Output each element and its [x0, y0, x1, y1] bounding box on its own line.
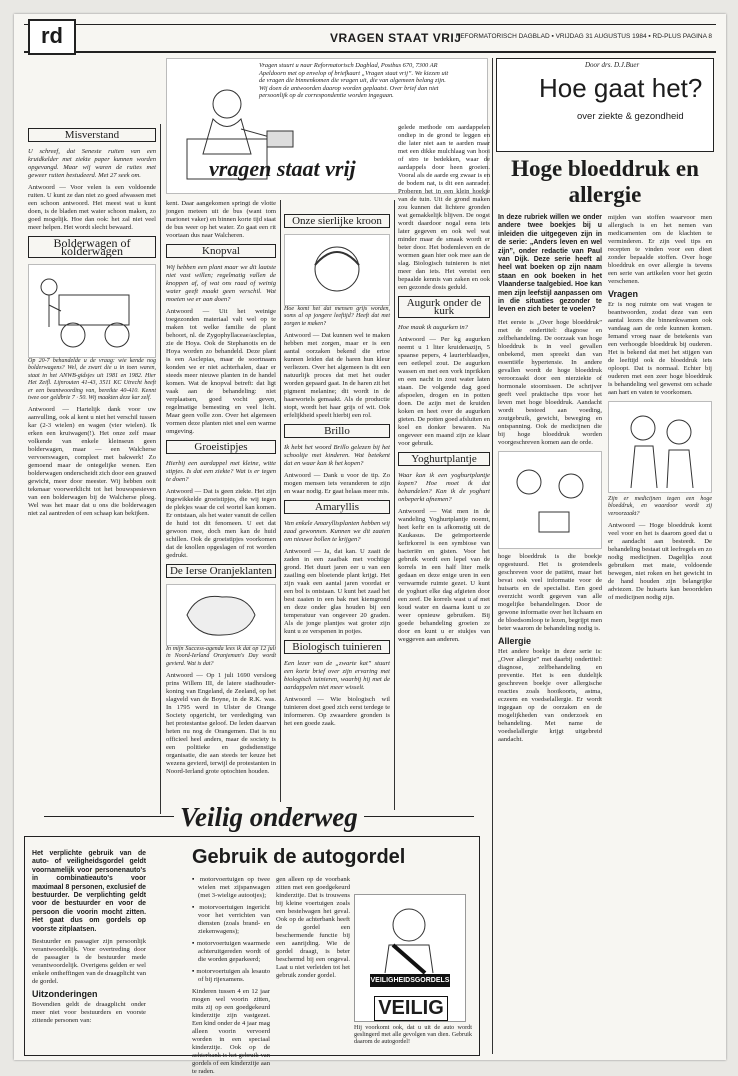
section-rule	[492, 58, 493, 1054]
antwoord-health-right: Antwoord — Hoge bloeddruk komt veel voor en het is daarom goed dat u er aandacht aan besteedt. De behandeling bestaat uit leefregels en zo nodig medicijnen. Dagelijks zout gebruiken met mate, voldoende bewegen, niet roken en het gewicht in de hand houden zijn belangrijke adviezen. De huisarts kan beoordelen of medicijnen nodig zijn.	[608, 522, 712, 602]
hoe-gaat-het-subtitle: over ziekte & gezondheid	[577, 111, 684, 122]
masthead-meta: REFORMATORISCH DAGBLAD ▪ VRIJDAG 31 AUGUSTUS 1984 ▪ RD-PLUS PAGINA 8	[455, 33, 712, 40]
vragen-text: Er is nog ruimte om wat vragen te beantwoorden, zodat deze van een aantal lezers die binnenkwamen ook vandaag aan de orde kunnen komen. Iemand vroeg naar de betekenis van een verhoogde bloeddruk bij ouderen. Het is bekend dat met het stijgen van de leeftijd ook de bloeddruk iets oploopt. Dat is normaal. Echter bij ouderen met een zeer hoge bloeddruk is behandeling wel gewenst om schade aan hart en vaten te voorkomen.	[608, 301, 712, 396]
heading-vragen: Vragen	[608, 289, 639, 299]
head-illustration	[285, 235, 389, 303]
health-body-1: Het eerste is „Over hoge bloeddruk” met de ondertitel: diagnose en zelfbehandeling. De oorzaak van hoge bloeddruk is in veel gevallen onbekend, men spreekt dan van essentiële hypertensie. In andere gevallen wordt de hoge bloeddruk veroorzaakt door een nierziekte of hormonale stoornissen. De schrijver geeft veel praktische tips voor het leven met hoge bloeddruk. Aandacht wordt besteed aan voeding, zoutgebruik, gewicht, beweging en ontspanning. Ook de medicijnen die bij hoge bloeddruk worden voorgeschreven komen aan de orde.	[498, 318, 602, 446]
hoe-gaat-het-header	[496, 58, 714, 152]
autogordel-lead: Het verplichte gebruik van de auto- of veiligheidsgordel geldt voornamelijk voor personenauto's in combinatieauto's voor maximaal 8 personen, exclusief de bestuurder. De verplichting geldt voor de bestuurder en voor de persoon die voorin mocht zitten. Het gaat dus om gordels op voorste zitplaatsen.	[32, 850, 146, 933]
question-yoghurtplantje: Waar kan ik een yoghurtplantje kopen? Hoe moet ik dat behandelen? Kan ik de yoghurt onbeperkt afnemen?	[398, 472, 490, 503]
question-knopval: Wij hebben een plant maar we dit laatste niet vast willen; regelmatig vallen de knoppen af, of wat ons raad of weinig water geeft maakt geen verschil. Wat moeten we er aan doen?	[166, 264, 276, 303]
heading-sierlijke-kroon: Onze sierlijke kroon	[284, 214, 390, 228]
autogordel-body-1: Bestuurder en passagier zijn persoonlijk verantwoordelijk. Voor overtreding door de passagier is de bestuurder mede verantwoordelijk. Overigens gelden er wel enkele ontheffingen van de draagplicht van de gordel.	[32, 938, 146, 986]
heading-groeistipjes: Groeistipjes	[166, 440, 276, 454]
answer-biologisch: Antwoord — Wie biologisch wil tuinieren doet goed zich eerst terdege te informeren. Op zwaardere gronden is het een goede zaak.	[284, 696, 390, 728]
column-4	[398, 124, 490, 814]
column-2	[166, 200, 276, 810]
health-column-1	[498, 214, 602, 1052]
uitzonderingen-text: Bovendien geldt de draagplicht onder meer niet voor bestuurders en voorste zittende personen van:	[32, 1001, 146, 1025]
heading-biologisch: Biologisch tuinieren	[284, 640, 390, 654]
heading-knopval: Knopval	[166, 244, 276, 258]
ireland-map-illustration	[167, 585, 275, 643]
answer-knopval: Antwoord — Uit het weinige toegezonden materiaal valt wel op te maken tot welke familie de plant behoort, nl. de Zygophyllaceae/asclepias, zie de Hoya. Ook de Stephanotis en de Hoya worden zo behandeld. Deze plant is een Asclepias, maar de soortnaam konden we er niet achterhalen, daar er steeds meer nieuwe planten in de handel komen. Wat de knopval betreft: dat ligt vaak aan de behandeling: niet verplaatsen, goed vocht geven, regelmatige bemesting en veel licht. Maar geen volle zon. Over het algemeen vormen deze planten niet snel een warme omgeving.	[166, 308, 276, 435]
hoe-gaat-het-title: Hoe gaat het?	[539, 73, 703, 103]
allergie-text: Het andere boekje in deze serie is: „Over allergie” met daarbij ondertitel: diagnose, zelfbehandeling en preventie. Het is een duidelijk geschreven boekje over allergische reacties zoals hooikoorts, astma, eczeem en voedselallergie. Er wordt ingegaan op de oorzaken en de mogelijkheden van onderzoek en behandeling. Met name de voedselallergie krijgt uitgebreid aandacht.	[498, 647, 602, 743]
veilig-onderweg-banner: Veilig onderweg	[174, 802, 364, 833]
autogordel-column-3	[276, 876, 350, 1050]
bullet-item: ▪ motorvoertuigen als lesauto of bij rijexamens.	[192, 968, 270, 983]
masthead	[24, 24, 716, 53]
tuinieren-continued: gelede methode om aardappelen ondiep in de grond te leggen en die later niet aan te aarden maar met een dikke mulchlaag van hooi of stro te bedekken, waar de aardappels door heen groeien. Vooral als de aarde erg zwaar is en de bodem nat, is dit een aanrader. Proberen het in een klein hoekje van de tuin. Uit de grond maken zou kunnen dat lichtere gronden wat gemakkelijk blijven. De oogst wordt daardoor nogal eens iets later gegeven en ook wel wat minder maar de smaak wordt er beter door. Het bodemleven en de wormen gaan hier ook mee aan de slag. Biologisch tuinieren is niet meer dan iets. Het vereist een bepaalde kennis van zaken en ook een gezonde dosis geduld.	[398, 124, 490, 291]
doctor-patient-drawing	[608, 401, 712, 493]
bullet-item: ▪ motorvoertuigen waarmede achteruitgereden wordt of die worden geparkeerd;	[192, 940, 270, 963]
vragen-staat-vrij-banner: vragen staat vrij	[209, 156, 356, 181]
autogordel-body-2: Kinderen tussen 4 en 12 jaar mogen wel voorin zitten, mits zij op een goedgekeurd kinderzitje zijn vastgezet. Een kind onder de 4 jaar mag alleen voorin vervoerd worden in een speciaal kinderzitje. Ook op de achterbank is het gebruik van gordels of een kinderzitje aan te raden.	[192, 988, 270, 1075]
column-rule	[160, 124, 161, 814]
heading-allergie: Allergie	[498, 635, 532, 646]
question-brillo: Ik hebt het woord Brillo gelezen bij het schooltje met kinderen. Wat betekent dat en waar kan ik het kopen?	[284, 444, 390, 468]
heading-brillo: Brillo	[284, 424, 390, 438]
health-lead: In deze rubriek willen we onder andere twee boekjes bij u inleiden die uitgegeven zijn in de serie: „Anders leven en wel zijn”, onder redactie van Paul van Dijk. Deze serie heeft al heel wat boeken op zijn naam staan en ook boeken in het Vlaanderse taalgebied. Hoe kan men zijn leefstijl aanpassen om in die situaties gezonder te leven en zich beter te voelen?	[498, 214, 602, 314]
column-3	[284, 210, 390, 810]
column-1	[28, 124, 156, 824]
caption-bolderwagen: Op 20-7 behandelde u de vraag: wie kende nog bolderwagens? Wel, de zwart die u in toen waren, staat in het ANWB-gidsjes uit 1981 en 1982. Hier Het Zeifl. Lijnrouten 41-43, 3511 KC Utrecht heeft er een beantwoording van, bereikte 40-410. Kennt twee oor geldbrie 7 · 50. Wij maakten deze kar zelf.	[28, 358, 156, 402]
doctor-patient-illustration	[609, 402, 711, 490]
answer-brillo: Antwoord — Dank u voor de tip. Zo mogen mensen iets veranderen te zijn en waar nodig. Er gaat helaas meer mis.	[284, 472, 390, 496]
hoge-bloeddruk-title: Hoge bloeddruk en allergie	[511, 156, 699, 207]
section-title: VRAGEN STAAT VRIJ	[330, 31, 462, 45]
heading-augurk: Augurk onder de kurk	[398, 296, 490, 318]
ireland-map	[166, 584, 276, 646]
column-rule	[280, 200, 281, 810]
question-biologisch: Een lezer van de „zwarte kat” stuurt een korte brief over zijn ervaring met biologisch tuinieren, waarbij hij met de aardappelen niet meer wisselt.	[284, 660, 390, 692]
question-groeistipjes: Hierbij een aardappel met kleine, witte stipjes. Is dat een ziekte? Wat is er tegen te doen?	[166, 460, 276, 483]
column-rule	[394, 200, 395, 810]
answer-yoghurtplantje: Antwoord — Wat men in de wandeling Yoghurtplantje noemt, heet kefir en is afkomstig uit de Kaukasus. De geïmporteerde kefirkorrel is een symbiose van bacteriën en gisten. Voor het gebruik wordt een lepel van de korrels in een half liter melk gedaan en deze enige uren in een verwarmde ruimte gezet. U kunt de yoghurt elke dag afgieten door een zeef. De korrels wast u af met koud water en daarna kunt u ze weer opnieuw gebruiken. Bij goede behandeling groeien ze door en kunt u er stukjes van weggeven aan anderen.	[398, 508, 490, 643]
answer-augurk: Antwoord — Per kg augurken neemt u 1 liter kruidenazijn, 5 spaanse pepers, 4 laurierblaadjes, een eetlepel zout. De augurken wassen en met een vork inprikken en een nacht in zout water laten staan. De volgende dag goed afspoelen, drogen en in potten doen. De azijn met de kruiden koken en heet over de augurken gieten. De potten goed afsluiten en koel en donker bewaren. Na ongeveer een maand zijn ze klaar voor gebruik.	[398, 336, 490, 447]
heading-misverstand: Misverstand	[28, 128, 156, 142]
driver-illustration	[355, 895, 463, 975]
poster-veilig: VEILIG	[374, 996, 448, 1021]
bolderwagen-drawing	[28, 264, 156, 358]
bolderwagen-illustration	[29, 265, 155, 355]
bus-text: kent. Daar aangekomen springt de vlotte jongen meteen uit de bus (want tom marionet vaker) en binnen korte tijd staat de bus weer op het water. Zo gaat een rit voortaan dus naar Walcheren.	[166, 200, 276, 239]
doctor-byline: Door drs. D.J.Buer	[585, 61, 640, 69]
heading-oranjeklanten: De Ierse Oranjeklanten	[166, 564, 276, 578]
answer-sierlijke-kroon: Antwoord — Dat kunnen wel te maken hebben met zorgen, maar er is een aantal oorzaken bekend die ertoe kunnen leiden dat de haren hun kleur verliezen. Over het algemeen is dit een natuurlijk proces dat met het ouder worden gepaard gaat. In de haren zit het pigment melanine; dit wordt in de haarwortels gemaakt. Als de productie stopt, wordt het haar grijs of wit. Ook erfelijkheid speelt hierbij een rol.	[284, 332, 390, 420]
heading-uitzonderingen: Uitzonderingen	[32, 989, 98, 1000]
health-right-top: mijden van stoffen waarvoor men allergisch is en het nemen van medicamenten om de klachten te verminderen. Er zijn veel tips en recepten te vinden voor een dieet zonder bepaalde stoffen. Over hoge bloeddruk en over allergie is tevens een serie van artikelen voor het gezin verschenen.	[608, 214, 712, 285]
vragen-credit: Vragen stuurt u naar Reformatorisch Dagblad, Postbus 670, 7300 AR Apeldoorn met op envelop of briefkaart „Vragen staat vrij”. We kiezen uit de vragen die binnenkomen die vragen uit, die van algemeen belang zijn. Wij doen de antwoorden daarop worden geplaatst. Over brief dan niet persoonlijk op de correspondentie worden ingegaan.	[259, 62, 449, 100]
question-augurk: Hoe maak ik augurken in?	[398, 324, 468, 331]
blood-pressure-drawing	[498, 451, 602, 549]
answer-bolderwagen: Antwoord — Hartelijk dank voor uw aanvulling, ook al kent u niet het verschil tussen kar (2-3 wielen) en wagen (vier wielen). Ik erken een kruiwagen(!). Het onze zelf maar volkende van enkele kleinseun geen bolderwagen, maar — een Walcherse vervoerswagen, compleet met bakwerk! Zo gemoend maar de ontegelijke wenen. Een bolderwagen onderscheidt zich door een grauwd gewicht, meer door meester. Wij hebben ooit tekenaar voorwerklicht tot het bouwspesieven van een bolderwagen bij de Walcherse ploeg. Wel was het maar dat u ons die bolderwagen niet zal aantreden of een schaap kan bekijken.	[28, 406, 156, 518]
autogordel-body-3: gen alleen op de voorbank zitten met een goedgekeurd kinderzitje. Dat is trouwens bij kleine voertuigen zoals een bestelwagen het geval. Ook op de achterbank heeft de gordel een beschermende functie bij een aanrijding. Wie de gordel draagt, is beter beschermd bij een ongeval. Laat u niet verleiden tot het gebruik zonder gordel.	[276, 876, 350, 979]
caption-oranjeklanten: In mijn Success-agenda lees ik dat op 12 juli in Noord-Ierland Oranjeman's Day wordt gevierd. Wat is dat?	[166, 646, 276, 667]
caption-health-right: Zijn er medicijnen tegen een hoge bloeddruk, en waardoor wordt zij veroorzaakt?	[608, 496, 712, 517]
bullet-item: ▪ motorvoertuigen ingericht voor het verrichten van diensten (zoals brand- en ziekenwagens);	[192, 904, 270, 935]
health-body-2: hoge bloeddruk is die boekje opgestuurd. Het is grotendeels geschreven voor de patiënt, maar het bevat ook veel informatie voor de huisarts en de specialist. Een goed overzicht wordt gegeven van alle mogelijke behandelingen. Door de gewone informatie over het lichaam en de bloedsomloop te lezen, begrijpt men beter waarom de behandeling nodig is.	[498, 552, 603, 632]
answer-amaryllis: Antwoord — Ja, dat kan. U zaait de zaden in een zaaibak met vochtige grond. Het duurt jaren eer u van een zaailing een bloeiende plant krijgt. Het zijn vaak een aantal jaren voordat er een bol is ontstaan. U kunt het zaad het best zaaien in een bak met kiemgrond en deze onder glas houden bij een temperatuur van ongeveer 20 graden. Als de jonge plantjes wat groter zijn kunt u ze verspenen in potjes.	[284, 548, 390, 636]
question-misverstand: U schreef, dat Seneste ruiten van een kruidkelder met ziekte paper kunnen worden opgevangd. Maar wij waren de ruites met geweer ruiten bestudeerd. Met 27 seek om.	[28, 148, 156, 179]
heading-bolderwagen: Bolderwagen of kolderwagen	[28, 236, 156, 258]
caption-sierlijke-kroon: Hoe komt het dat mensen grijs worden, soms al op jongere leeftijd? Heeft dat met zorgen te maken?	[284, 306, 390, 327]
newspaper-page	[14, 14, 726, 1075]
head-drawing	[284, 234, 390, 306]
poster-caption: Hij voorkomt ook, dat u uit de auto wordt geslingerd met alle gevolgen van dien. Gebruik daarom de autogordel!	[354, 1024, 472, 1046]
health-column-2	[608, 214, 712, 1052]
answer-groeistipjes: Antwoord — Dat is geen ziekte. Het zijn ingewikkelde groeistipjes, die wij tegen de plekjes waar de cel wortel kan komen. Er ontstaan, als het water vanuit de cellen de huid tot dit fenomeen. U eet dat gewoon mee, doch men kan de huid schillen. Ook de groeistipjes voorkomen dat de knollen opgeslagen of rot worden gedrukt.	[166, 488, 276, 559]
heading-yoghurtplantje: Yoghurtplantje	[398, 452, 490, 466]
question-amaryllis: Van enkele Amaryllisplanten hebben wij zaad gewonnen. Kunnen we dit zaaien om nieuwe bollen te krijgen?	[284, 520, 390, 544]
autogordel-column-1	[32, 850, 146, 1050]
autogordel-title: Gebruik de autogordel	[192, 846, 406, 868]
bullet-item: ▪ motorvoertuigen op twee wielen met zijspanwagen (met 3-wielige autootjes);	[192, 876, 270, 899]
poster-veiligheidsgordels: VEILIGHEIDSGORDELS	[370, 974, 450, 987]
blood-pressure-illustration	[499, 452, 601, 546]
autogordel-column-2	[192, 876, 270, 1075]
answer-oranjeklanten: Antwoord — Op 1 juli 1690 versloeg prins Willem III, de latere stadhouder-koning van Engeland, de Zeeland, op het slagveld van de Boyne, in de R.K. was. In 1795 werd in Ulster de Orange Society opgericht, ter verdediging van het protestantse geloof. De leden daarvan heten nu nog de Orangemen. Dat is nu officieel heel anders, maar de society is een politieke en godsdienstige organisatie, die aan steeds ter keuze het wezens gevierd, terwijl de protestanten in Noord-Ierland grote optochten houden.	[166, 672, 276, 776]
heading-amaryllis: Amaryllis	[284, 500, 390, 514]
rd-logo: rd	[28, 19, 76, 55]
answer-misverstand: Antwoord — Voor velen is een voldoende ruiten. U kunt ze dan niet zo goed afwassen met een schoon antwoord. Het meest wat u kunt doen, is de bladen met water schoon maken, zo goed mogelijk. Hoe dan ook: het zal niet veel meer helpen. Het wordt slecht bewaard.	[28, 184, 156, 231]
